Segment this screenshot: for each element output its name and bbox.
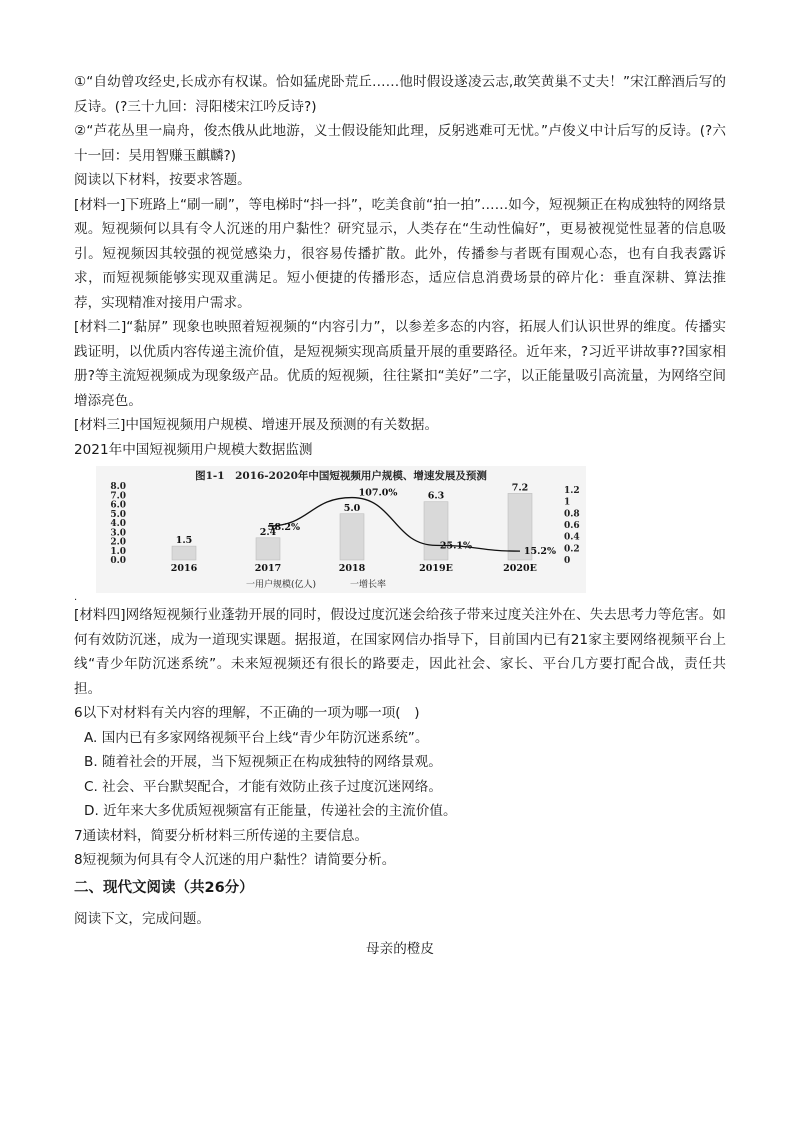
section-2-instruction: 阅读下文，完成问题。 <box>74 910 210 927</box>
question-6-option-b: B. 随着社会的开展，当下短视频正在构成独特的网络景观。 <box>84 754 442 770</box>
bar-user-scale <box>172 546 196 560</box>
y-left-tick-label: 7.0 <box>110 491 126 502</box>
chart-caption: 2021年中国短视频用户规模大数据监测 <box>74 441 313 458</box>
material-4: [材料四]网络短视频行业蓬勃开展的同时，假设过度沉迷会给孩子带来过度关注外在、失去思考力等危害。如何有效防沉迷，成为一道现实课题。据报道，在国家网信办指导下，目前国内已有21家主要网络视频平台上线“青少年防沉迷系统”。未来短视频还有很长的路要走，因此社会、家长、平台几方要打配合战，责任共担。 <box>74 607 726 697</box>
growth-rate-label: 15.2% <box>523 546 557 558</box>
x-tick-label: 2020E <box>503 563 537 574</box>
user-scale-chart <box>96 466 586 593</box>
question-6-option-c: C. 社会、平台默契配合，才能有效防止孩子过度沉迷网络。 <box>84 778 442 795</box>
y-right-tick-label: 0 <box>564 556 571 566</box>
question-6-stem: 6以下对材料有关内容的理解，不正确的一项为哪一项( ) <box>74 705 420 721</box>
y-left-tick-label: 4.0 <box>110 519 126 529</box>
y-left-tick-label: 6.0 <box>110 500 126 511</box>
x-tick-label: 2016 <box>170 563 198 574</box>
bar-value-label: 1.5 <box>175 535 193 547</box>
bar-value-label: 6.3 <box>427 490 445 502</box>
section-2-heading: 二、现代文阅读（共26分） <box>74 879 254 896</box>
material-2: [材料二]“黏屏” 现象也映照着短视频的“内容引力”，以参差多态的内容，拓展人们认识世界的维度。传播实践证明，以优质内容传递主流价值，是短视频实现高质量开展的重要路径。近年来，?习近平讲故事??国家相册?等主流短视频成为现象级产品。优质的短视频，往往紧扣“美好”二字，以正能量吸引高流量，为网络空间增添亮色。 <box>74 319 726 409</box>
question-7: 7通读材料，简要分析材料三所传递的主要信息。 <box>74 827 369 844</box>
question-6-option-a: A. 国内已有多家网络视频平台上线“青少年防沉迷系统”。 <box>84 729 429 746</box>
y-left-tick-label: 3.0 <box>110 528 126 539</box>
y-left-tick-label: 2.0 <box>110 537 126 548</box>
y-right-tick-label: 0.8 <box>564 509 580 520</box>
question-6-option-d: D. 近年来大多优质短视频富有正能量，传递社会的主流价值。 <box>84 803 457 819</box>
x-tick-label: 2019E <box>419 563 453 574</box>
document-page <box>74 70 726 975</box>
material-1: [材料一]下班路上“刷一刷”，等电梯时“抖一抖”，吃美食前“拍一拍”……如今，短视频正在构成独特的网络景观。短视频何以具有令人沉迷的用户黏性？研究显示，人类存在“生动性偏好”，更易被视觉性显著的信息吸引。短视频因其较强的视觉感染力，很容易传播扩散。此外，传播参与者既有围观心态，也有自我表露诉求，而短视频能够实现双重满足。短小便捷的传播形态，适应信息消费场景的碎片化：垂直深耕、算法推荐，实现精准对接用户需求。 <box>74 196 726 311</box>
bar-value-label: 5.0 <box>343 502 361 514</box>
material-3: [材料三]中国短视频用户规模、增速开展及预测的有关数据。 <box>74 417 439 433</box>
reading-instruction: 阅读以下材料，按要求答题。 <box>74 172 251 188</box>
y-right-tick-label: 0.2 <box>564 544 580 555</box>
poem-2: ②“芦花丛里一扁舟，俊杰俄从此地游，义士假设能知此理，反躬逃难可无忧。”卢俊义中计后写的反诗。(?六十一回：吴用智赚玉麒麟?) <box>74 123 726 164</box>
y-right-tick-label: 0.4 <box>564 532 580 543</box>
legend-bar-label: 一用户规模(亿人) <box>246 580 317 590</box>
article-title: 母亲的橙皮 <box>366 941 434 957</box>
legend-line-label: 一增长率 <box>350 580 387 590</box>
y-left-tick-label: 0.0 <box>110 556 126 566</box>
bar-value-label: 2.4 <box>259 526 277 538</box>
y-right-tick-label: 0.6 <box>564 521 580 531</box>
chart-dot: . <box>74 592 78 603</box>
bar-user-scale <box>256 538 280 560</box>
poem-1: ①“自幼曾攻经史,长成亦有权谋。恰如猛虎卧荒丘……他时假设遂凌云志,敢笑黄巢不丈夫！”宋江醉酒后写的反诗。(?三十九回：浔阳楼宋江吟反诗?) <box>74 74 726 115</box>
y-left-tick-label: 8.0 <box>110 482 126 492</box>
question-8: 8短视频为何具有令人沉迷的用户黏性？请简要分析。 <box>74 852 396 868</box>
bar-value-label: 7.2 <box>511 482 529 494</box>
y-right-tick-label: 1.2 <box>564 486 580 496</box>
y-left-tick-label: 5.0 <box>110 509 126 520</box>
chart-title: 图1-1 2016-2020年中国短视频用户规模、增速发展及预测 <box>195 470 487 482</box>
growth-rate-label: 25.1% <box>439 540 473 552</box>
growth-rate-label: 107.0% <box>358 487 398 499</box>
y-right-tick-label: 1 <box>564 497 571 508</box>
chart-svg <box>96 466 586 593</box>
x-tick-label: 2018 <box>338 563 366 574</box>
bar-user-scale <box>340 514 364 560</box>
growth-rate-line <box>268 498 520 552</box>
y-left-tick-label: 1.0 <box>110 546 126 557</box>
x-tick-label: 2017 <box>254 563 282 574</box>
growth-rate-label: 58.2% <box>267 522 301 534</box>
